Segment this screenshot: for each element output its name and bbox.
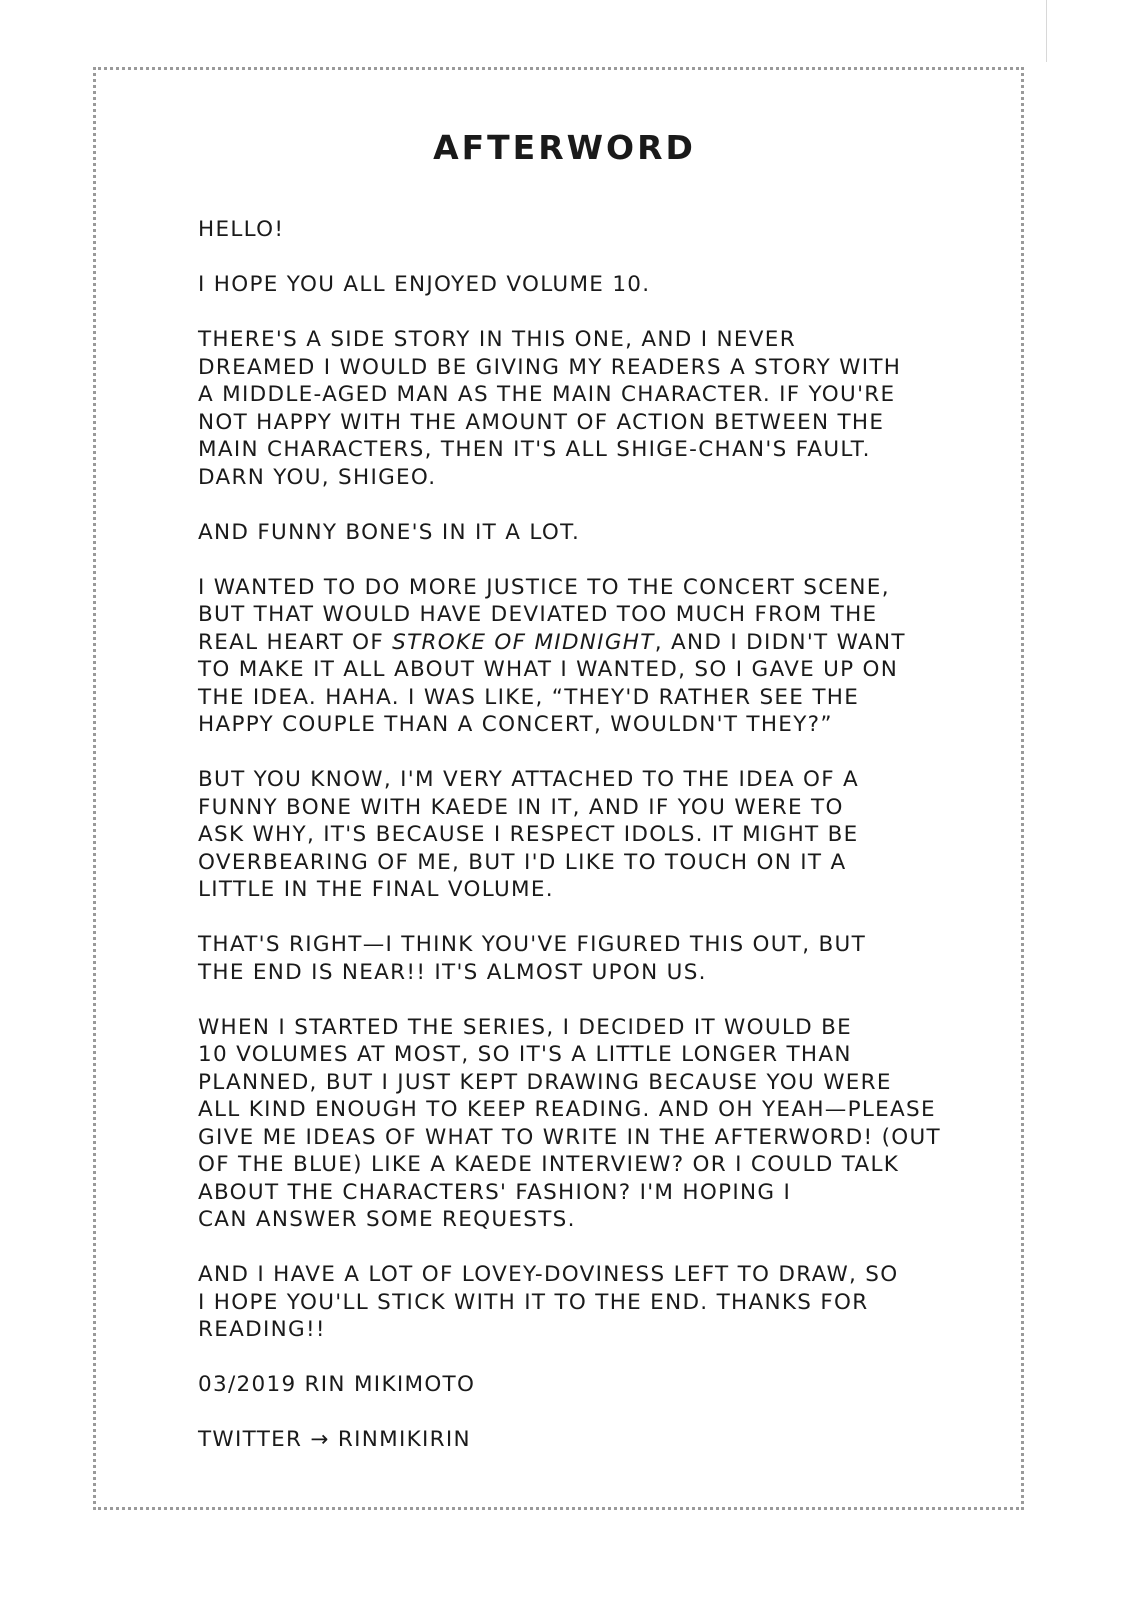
page-title: AFTERWORD — [433, 128, 696, 167]
concert-text-end: , AND I DIDN'T WANT TO MAKE IT ALL ABOUT WHAT I WANTED, SO I GAVE UP ON THE IDEA. HAHA. I WAS LIKE, “THEY'D RATHER SEE THE HAPPY COUPLE THAN A CONCERT, WOULDN'T THEY?” — [198, 629, 906, 737]
concert-text-start: I WANTED TO DO MORE JUSTICE TO THE CONCERT SCENE, BUT THAT WOULD HAVE DEVIATED TOO MUCH FROM THE REAL HEART OF — [198, 574, 890, 655]
paragraph-concert — [198, 574, 958, 739]
page-edge-line — [1046, 0, 1047, 62]
paragraph-volume: I HOPE YOU ALL ENJOYED VOLUME 10. — [198, 272, 651, 297]
paragraph-side-story: THERE'S A SIDE STORY IN THIS ONE, AND I NEVER DREAMED I WOULD BE GIVING MY READERS A STORY WITH A MIDDLE-AGED MAN AS THE MAIN CHARACTER. IF YOU'RE NOT HAPPY WITH THE AMOUNT OF ACTION BETWEEN THE MAIN CHARACTERS, THEN IT'S ALL SHIGE-CHAN'S FAULT. DARN YOU, SHIGEO. — [198, 327, 902, 490]
paragraph-funny-bone: AND FUNNY BONE'S IN IT A LOT. — [198, 519, 581, 545]
twitter-handle: TWITTER → RINMIKIRIN — [198, 1427, 471, 1452]
paragraph-end-near: THAT'S RIGHT—I THINK YOU'VE FIGURED THIS OUT, BUT THE END IS NEAR!! IT'S ALMOST UPON US. — [198, 932, 867, 985]
paragraph-idols: BUT YOU KNOW, I'M VERY ATTACHED TO THE IDEA OF A FUNNY BONE WITH KAEDE IN IT, AND IF YOU WERE TO ASK WHY, IT'S BECAUSE I RESPECT IDOLS. IT MIGHT BE OVERBEARING OF ME, BUT I'D LIKE TO TOUCH ON IT A LITTLE IN THE FINAL VOLUME. — [198, 767, 859, 902]
afterword-body — [198, 216, 958, 1481]
signature: 03/2019 RIN MIKIMOTO — [198, 1372, 476, 1397]
paragraph-series: WHEN I STARTED THE SERIES, I DECIDED IT WOULD BE 10 VOLUMES AT MOST, SO IT'S A LITTLE LONGER THAN PLANNED, BUT I JUST KEPT DRAWING BECAUSE YOU WERE ALL KIND ENOUGH TO KEEP READING. AND OH YEAH—PLEASE GIVE ME IDEAS OF WHAT TO WRITE IN THE AFTERWORD! (OUT OF THE BLUE) LIKE A KAEDE INTERVIEW? OR I COULD TALK ABOUT THE CHARACTERS' FASHION? I'M HOPING I CAN ANSWER SOME REQUESTS. — [198, 1014, 941, 1232]
paragraph-greeting: HELLO! — [198, 217, 285, 242]
series-title: STROKE OF MIDNIGHT — [392, 629, 655, 655]
paragraph-thanks: AND I HAVE A LOT OF LOVEY-DOVINESS LEFT TO DRAW, SO I HOPE YOU'LL STICK WITH IT TO THE END. THANKS FOR READING!! — [198, 1262, 899, 1342]
